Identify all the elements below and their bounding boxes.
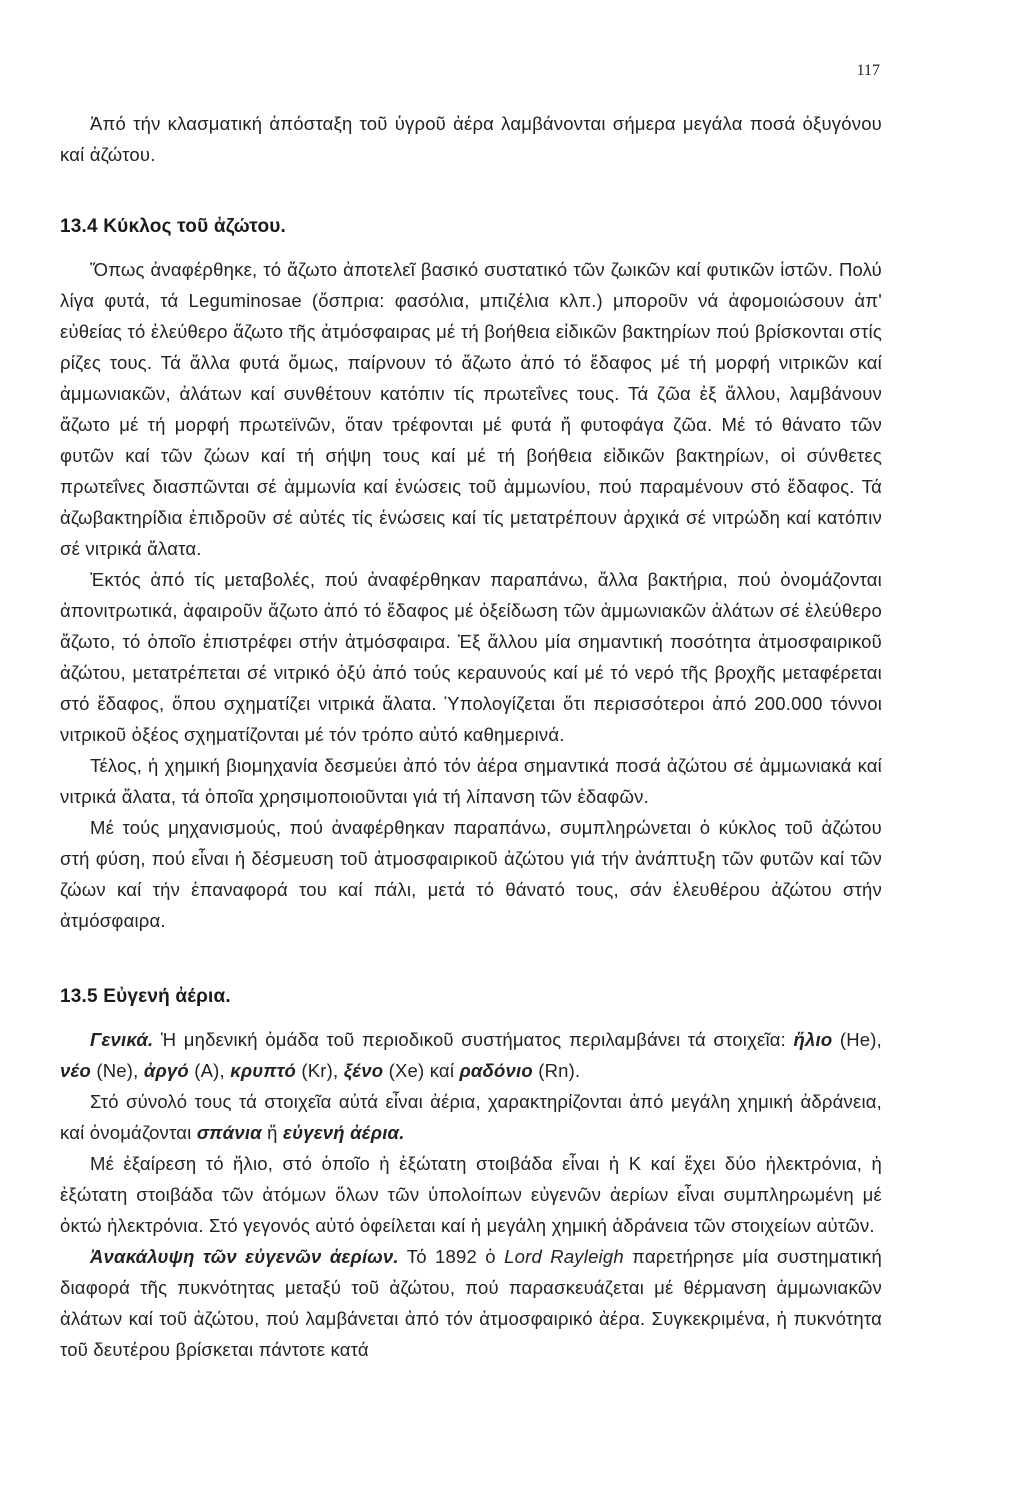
discovery-text-2: παρετήρησε μία συστηματική διαφορά τῆς πυκνότητας μεταξύ τοῦ ἀζώτου, πού παρασκευάζεται μέ θέρμανση ἀμμωνιακῶν ἀλάτων καί τοῦ ἀζώτου, πού λαμβάνεται ἀπό τόν ἀτμοσφαιρικό ἀέρα. Συγκεκριμένα, ἡ πυκνότητα τοῦ δευτέρου βρίσκεται πάντοτε κατά bbox=[60, 1246, 882, 1360]
element-krypton: κρυπτό bbox=[230, 1060, 297, 1081]
element-radon-symbol: (Rn). bbox=[532, 1060, 581, 1081]
section-13-4-title: 13.4 Κύκλος τοῦ ἀζώτου. bbox=[60, 216, 287, 237]
element-xenon: ξένο bbox=[343, 1060, 384, 1081]
intro-paragraph: Ἀπό τήν κλασματική ἀπόσταξη τοῦ ὑγροῦ ἀέρα λαμβάνονται σήμερα μεγάλα ποσά ὀξυγόνου καί ἀζώτου. bbox=[60, 113, 882, 165]
term-rare: σπάνια bbox=[196, 1122, 262, 1143]
section-13-5-title: 13.5 Εὐγενή ἀέρια. bbox=[60, 986, 231, 1007]
element-argon-symbol: (A), bbox=[188, 1060, 231, 1081]
nitrogen-cycle-paragraph-2: Ἐκτός ἀπό τίς μεταβολές, πού ἀναφέρθηκαν παραπάνω, ἄλλα βακτήρια, πού ὀνομάζονται ἀπονιτρωτικά, ἀφαιροῦν ἄζωτο ἀπό τό ἔδαφος μέ ὀξείδωση τῶν ἀμμωνιακῶν ἀλάτων σέ ἐλεύθερο ἄζωτο, τό ὁποῖο ἐπιστρέφει στήν ἀτμόσφαιρα. Ἐξ ἄλλου μία σημαντική ποσότητα ἀτμοσφαιρικοῦ ἀζώτου, μετατρέπεται σέ νιτρικό ὀξύ ἀπό τούς κεραυνούς καί μέ τό νερό τῆς βροχῆς μεταφέρεται στό ἔδαφος, ὅπου σχηματίζει νιτρικά ἄλατα. Ὑπολογίζεται ὅτι περισσότεροι ἀπό 200.000 τόννοι νιτρικοῦ ὀξέος σχηματίζονται μέ τόν τρόπο αὐτό καθημερινά. bbox=[60, 569, 882, 745]
element-argon: ἀργό bbox=[143, 1060, 189, 1081]
discovery-text-1: Τό 1892 ὁ bbox=[398, 1246, 505, 1267]
element-helium-symbol: (He), bbox=[832, 1029, 882, 1050]
discovery-person: Lord Rayleigh bbox=[504, 1246, 624, 1267]
nitrogen-cycle-paragraph-3: Τέλος, ἡ χημική βιομηχανία δεσμεύει ἀπό τόν ἀέρα σημαντικά ποσά ἀζώτου σέ ἀμμωνιακά καί νιτρικά ἄλατα, τά ὁποῖα χρησιμοποιοῦνται γιά τή λίπανση τῶν ἐδαφῶν. bbox=[60, 755, 882, 807]
discovery-lead: Ἀνακάλυψη τῶν εὐγενῶν ἀερίων. bbox=[90, 1246, 399, 1267]
p2-text-1: Στό σύνολό τους τά στοιχεῖα αὐτά εἶναι ἀέρια, χαρακτηρίζονται ἀπό μεγάλη χημική ἀδράνεια, καί ὀνομάζονται bbox=[60, 1091, 882, 1143]
noble-gases-paragraph-2 bbox=[60, 1086, 882, 1148]
element-neon: νέο bbox=[60, 1060, 92, 1081]
noble-gases-general-paragraph bbox=[60, 1024, 882, 1086]
element-radon: ραδόνιο bbox=[459, 1060, 533, 1081]
nitrogen-cycle-paragraph-1: Ὅπως ἀναφέρθηκε, τό ἄζωτο ἀποτελεῖ βασικό συστατικό τῶν ζωικῶν καί φυτικῶν ἱστῶν. Πολύ λίγα φυτά, τά Leguminosae (ὄσπρια: φασόλια, μπιζέλια κλπ.) μποροῦν νά ἀφομοιώσουν ἀπ' εὐθείας τό ἐλεύθερο ἄζωτο τῆς ἀτμόσφαιρας μέ τή βοήθεια εἰδικῶν βακτηρίων πού βρίσκονται στίς ρίζες τους. Τά ἄλλα φυτά ὅμως, παίρνουν τό ἄζωτο ἀπό τό ἔδαφος μέ τή μορφή νιτρικῶν καί ἀμμωνιακῶν, ἀλάτων καί συνθέτουν κατόπιν τίς πρωτεΐνες τους. Τά ζῶα ἐξ ἄλλου, λαμβάνουν ἄζωτο μέ τή μορφή πρωτεϊνῶν, ὅταν τρέφονται μέ φυτά ἤ φυτοφάγα ζῶα. Μέ τό θάνατο τῶν φυτῶν καί τῶν ζώων καί τή σήψη τους καί μέ τή βοήθεια εἰδικῶν βακτηρίων, οἱ σύνθετες πρωτεΐνες διασπῶνται σέ ἀμμωνία καί ἑνώσεις τοῦ ἀμμωνίου, πού παραμένουν στό ἔδαφος. Τά ἀζωβακτηρίδια ἐπιδροῦν σέ αὐτές τίς ἑνώσεις καί τίς μετατρέπουν ἀρχικά σέ νιτρώδη καί κατόπιν σέ νιτρικά ἄλατα. bbox=[60, 259, 882, 559]
noble-gases-paragraph-3: Μέ ἐξαίρεση τό ἥλιο, στό ὁποῖο ἡ ἐξώτατη στοιβάδα εἶναι ἡ Κ καί ἔχει δύο ἠλεκτρόνια, ἡ ἐξώτατη στοιβάδα τῶν ἀτόμων ὅλων τῶν ὑπολοίπων εὐγενῶν ἀερίων εἶναι συμπληρωμένη μέ ὀκτώ ἠλεκτρόνια. Στό γεγονός αὐτό ὀφείλεται καί ἡ μεγάλη χημική ἀδράνεια τῶν στοιχείων αὐτῶν. bbox=[60, 1153, 882, 1236]
element-neon-symbol: (Ne), bbox=[91, 1060, 144, 1081]
general-text: Ἡ μηδενική ὁμάδα τοῦ περιοδικοῦ συστήματος περιλαμβάνει τά στοιχεῖα: bbox=[153, 1029, 794, 1050]
term-noble-gases: εὐγενή ἀέρια. bbox=[283, 1122, 405, 1143]
element-helium: ἥλιο bbox=[793, 1029, 833, 1050]
nitrogen-cycle-paragraph-4: Μέ τούς μηχανισμούς, πού ἀναφέρθηκαν παραπάνω, συμπληρώνεται ὁ κύκλος τοῦ ἀζώτου στή φύση, πού εἶναι ἡ δέσμευση τοῦ ἀτμοσφαιρικοῦ ἀζώτου γιά τήν ἀνάπτυξη τῶν φυτῶν καί τῶν ζώων καί τήν ἐπαναφορά του καί πάλι, μετά τό θάνατό τους, σάν ἐλευθέρου ἀζώτου στήν ἀτμόσφαιρα. bbox=[60, 817, 882, 931]
p2-text-2: ἤ bbox=[261, 1122, 284, 1143]
page-number: 117 bbox=[856, 62, 880, 79]
element-krypton-symbol: (Kr), bbox=[296, 1060, 344, 1081]
page-content bbox=[60, 108, 882, 1365]
element-xenon-symbol: (Xe) καί bbox=[383, 1060, 460, 1081]
general-lead: Γενικά. bbox=[90, 1029, 154, 1050]
noble-gases-discovery-paragraph bbox=[60, 1241, 882, 1365]
